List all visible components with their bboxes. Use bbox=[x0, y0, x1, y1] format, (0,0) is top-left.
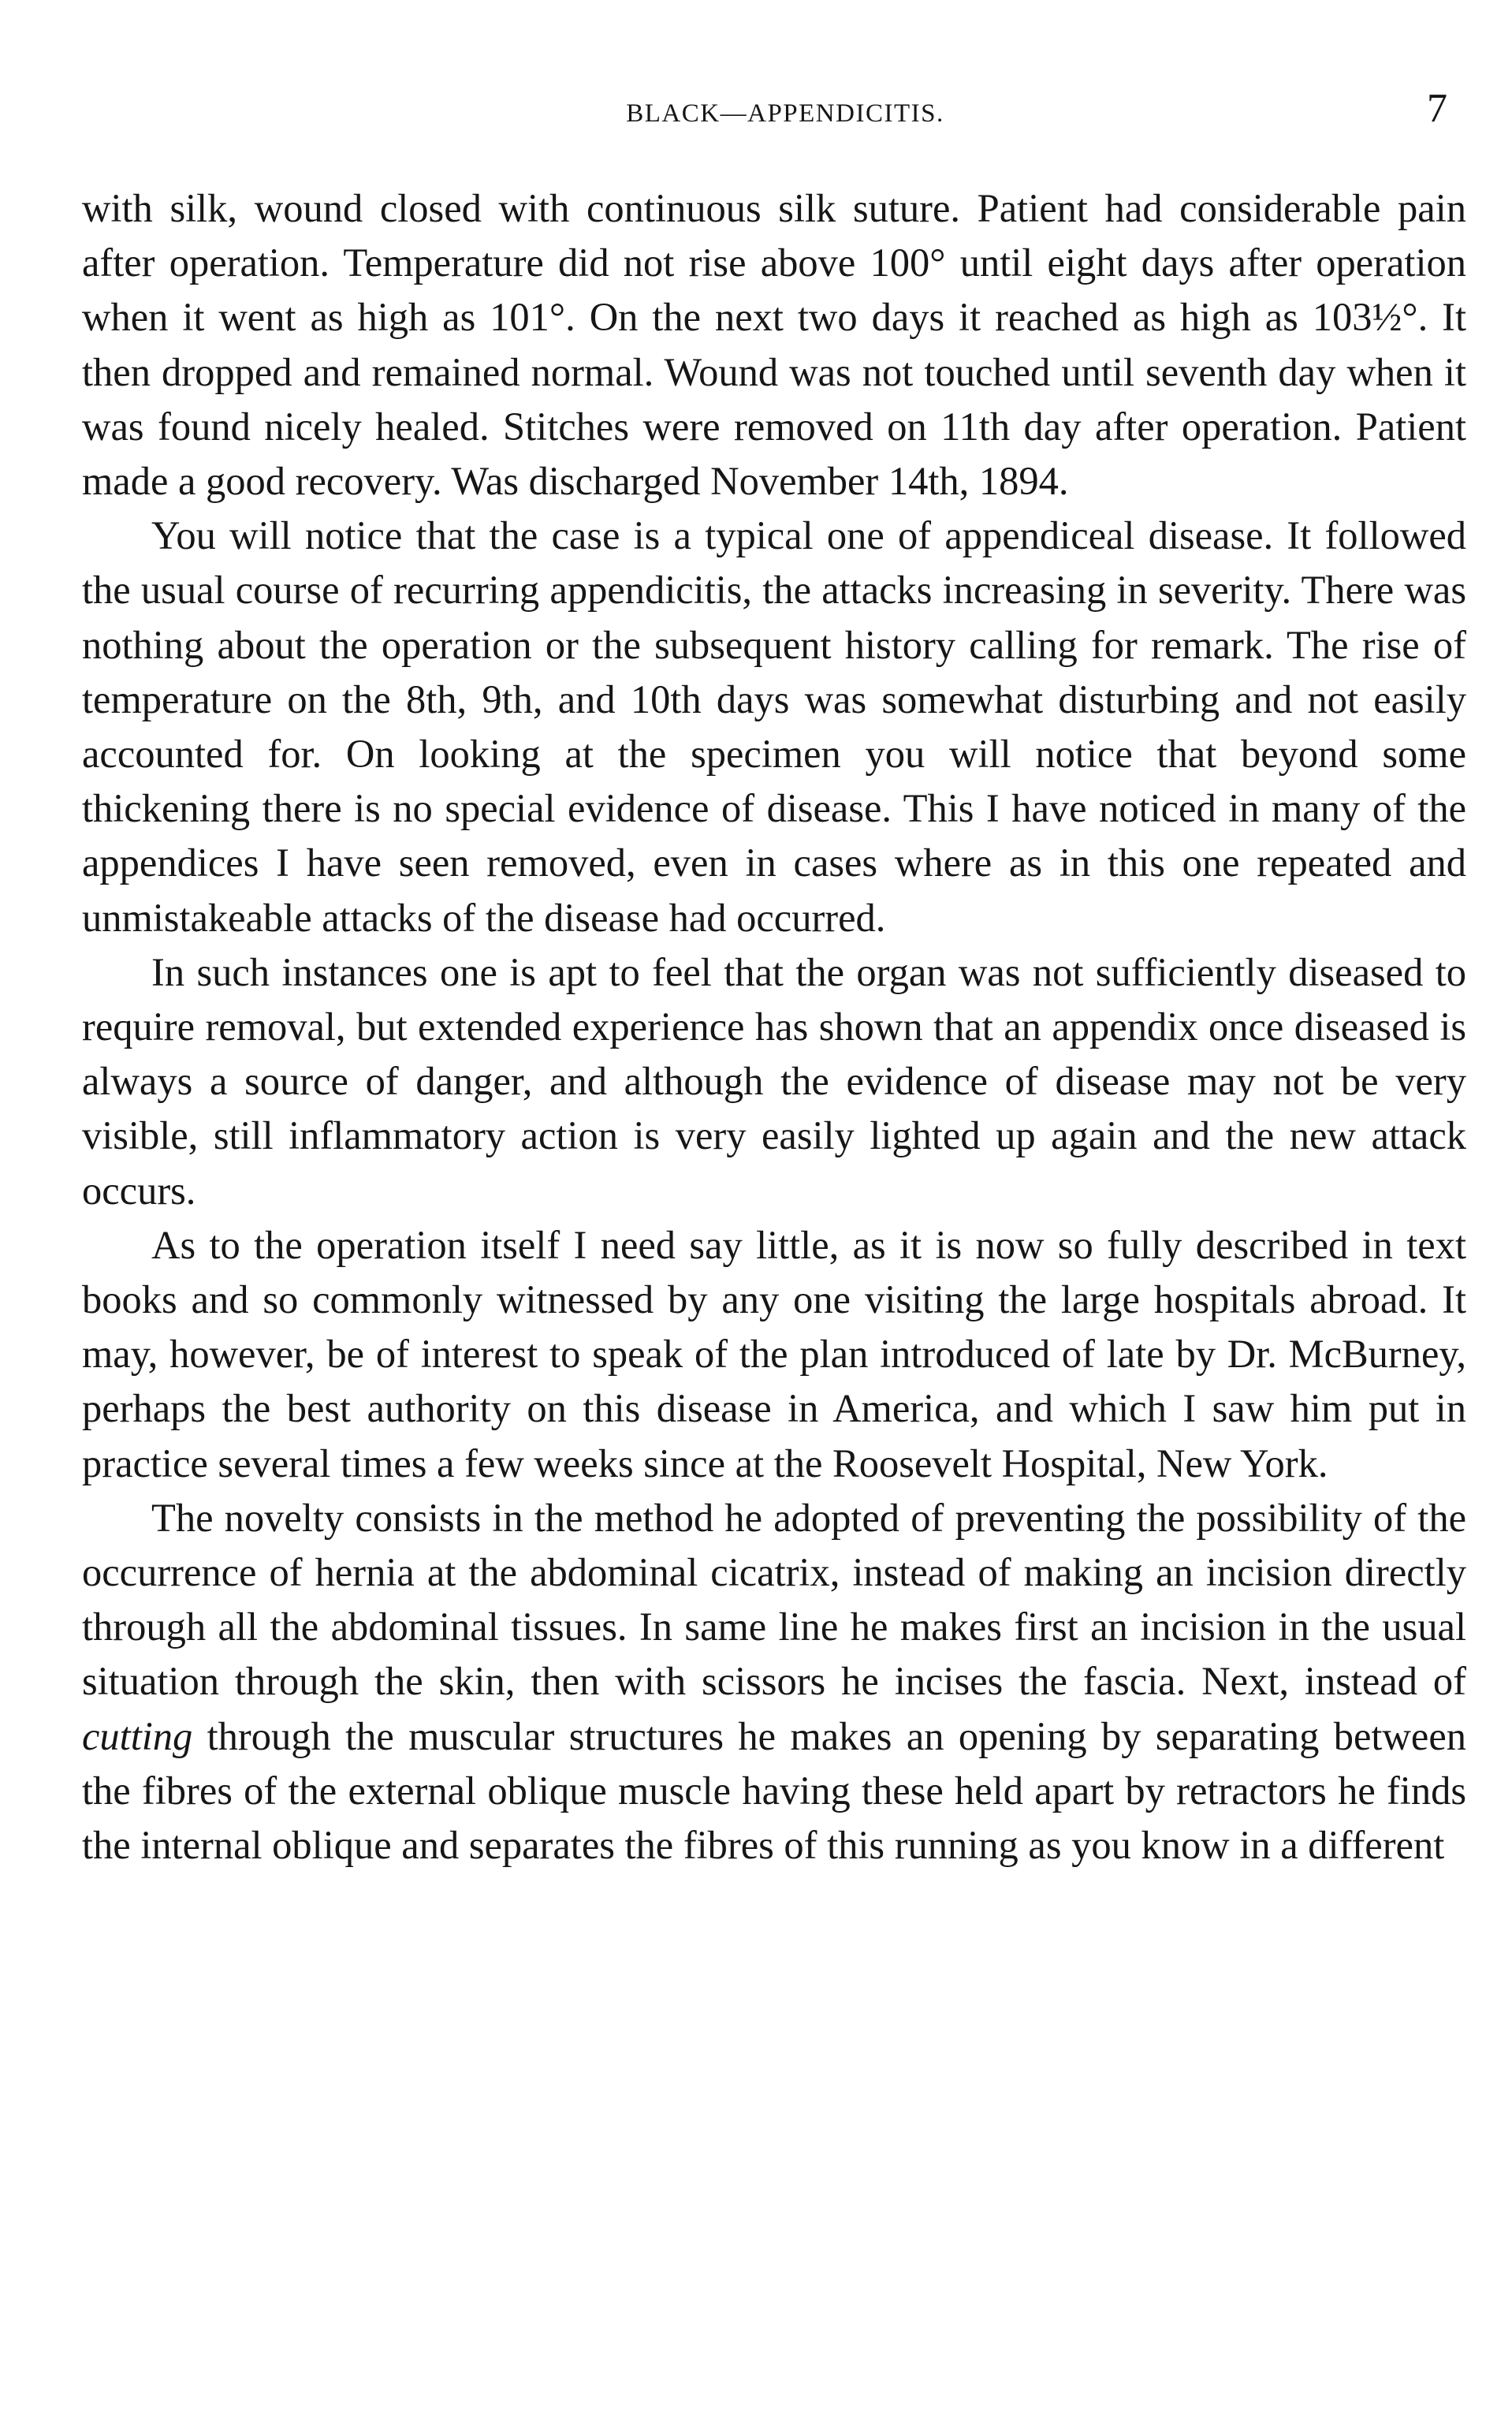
paragraph: As to the operation itself I need say little, as it is now so fully described in text books and so commonly witnessed by any one visiting the large hospitals abroad. It may, however, be of interest to speak of the plan introduced of late by Dr. McBurney, perhaps the best authority on this disease in America, and which I saw him put in practice several times a few weeks since at the Roosevelt Hospital, New York. bbox=[82, 1222, 1466, 1485]
page-header bbox=[82, 85, 1465, 132]
italic-emphasis: cutting bbox=[82, 1713, 193, 1758]
paragraph-text: through the muscular structures he makes an opening by separating between the fibres of the external oblique muscle having these held apart by retractors he finds the internal oblique and separates the fibres of this running as you know in a different bbox=[82, 1713, 1466, 1868]
paragraph-continuation: with silk, wound closed with continuous silk suture. Patient had considerable pain after operation. Temperature did not rise above 100° until eight days after operation when it went as high as 101°. On the next two days it reached as high as 103½°. It then dropped and remained normal. Wound was not touched until seventh day when it was found nicely healed. Stitches were removed on 11th day after operation. Patient made a good recovery. Was discharged November 14th, 1894. bbox=[82, 186, 1466, 504]
page-number: 7 bbox=[1427, 86, 1447, 131]
paragraph-text: The novelty consists in the method he adopted of preventing the possibility of the occurrence of hernia at the abdominal cicatrix, instead of making an incision directly through all the abdominal tissues. In same line he makes first an incision in the usual situation through the skin, then with scissors he incises the fascia. Next, instead of bbox=[82, 1495, 1466, 1704]
paragraph bbox=[82, 1491, 1466, 1873]
paragraph: You will notice that the case is a typical one of appendiceal disease. It followed the usual course of recurring appendicitis, the attacks increasing in severity. There was nothing about the operation or the subsequent history calling for remark. The rise of temperature on the 8th, 9th, and 10th days was somewhat disturbing and not easily accounted for. On looking at the specimen you will notice that beyond some thickening there is no special evidence of disease. This I have noticed in many of the appendices I have seen removed, even in cases where as in this one repeated and unmistakeable attacks of the disease had occurred. bbox=[82, 513, 1466, 940]
paragraph: In such instances one is apt to feel that the organ was not sufficiently diseased to require removal, but extended experience has shown that an appendix once diseased is always a source of danger, and although the evidence of disease may not be very visible, still inflammatory action is very easily lighted up again and the new attack occurs. bbox=[82, 949, 1466, 1213]
body-text bbox=[82, 181, 1466, 1873]
running-head: BLACK—APPENDICITIS. bbox=[626, 99, 944, 128]
